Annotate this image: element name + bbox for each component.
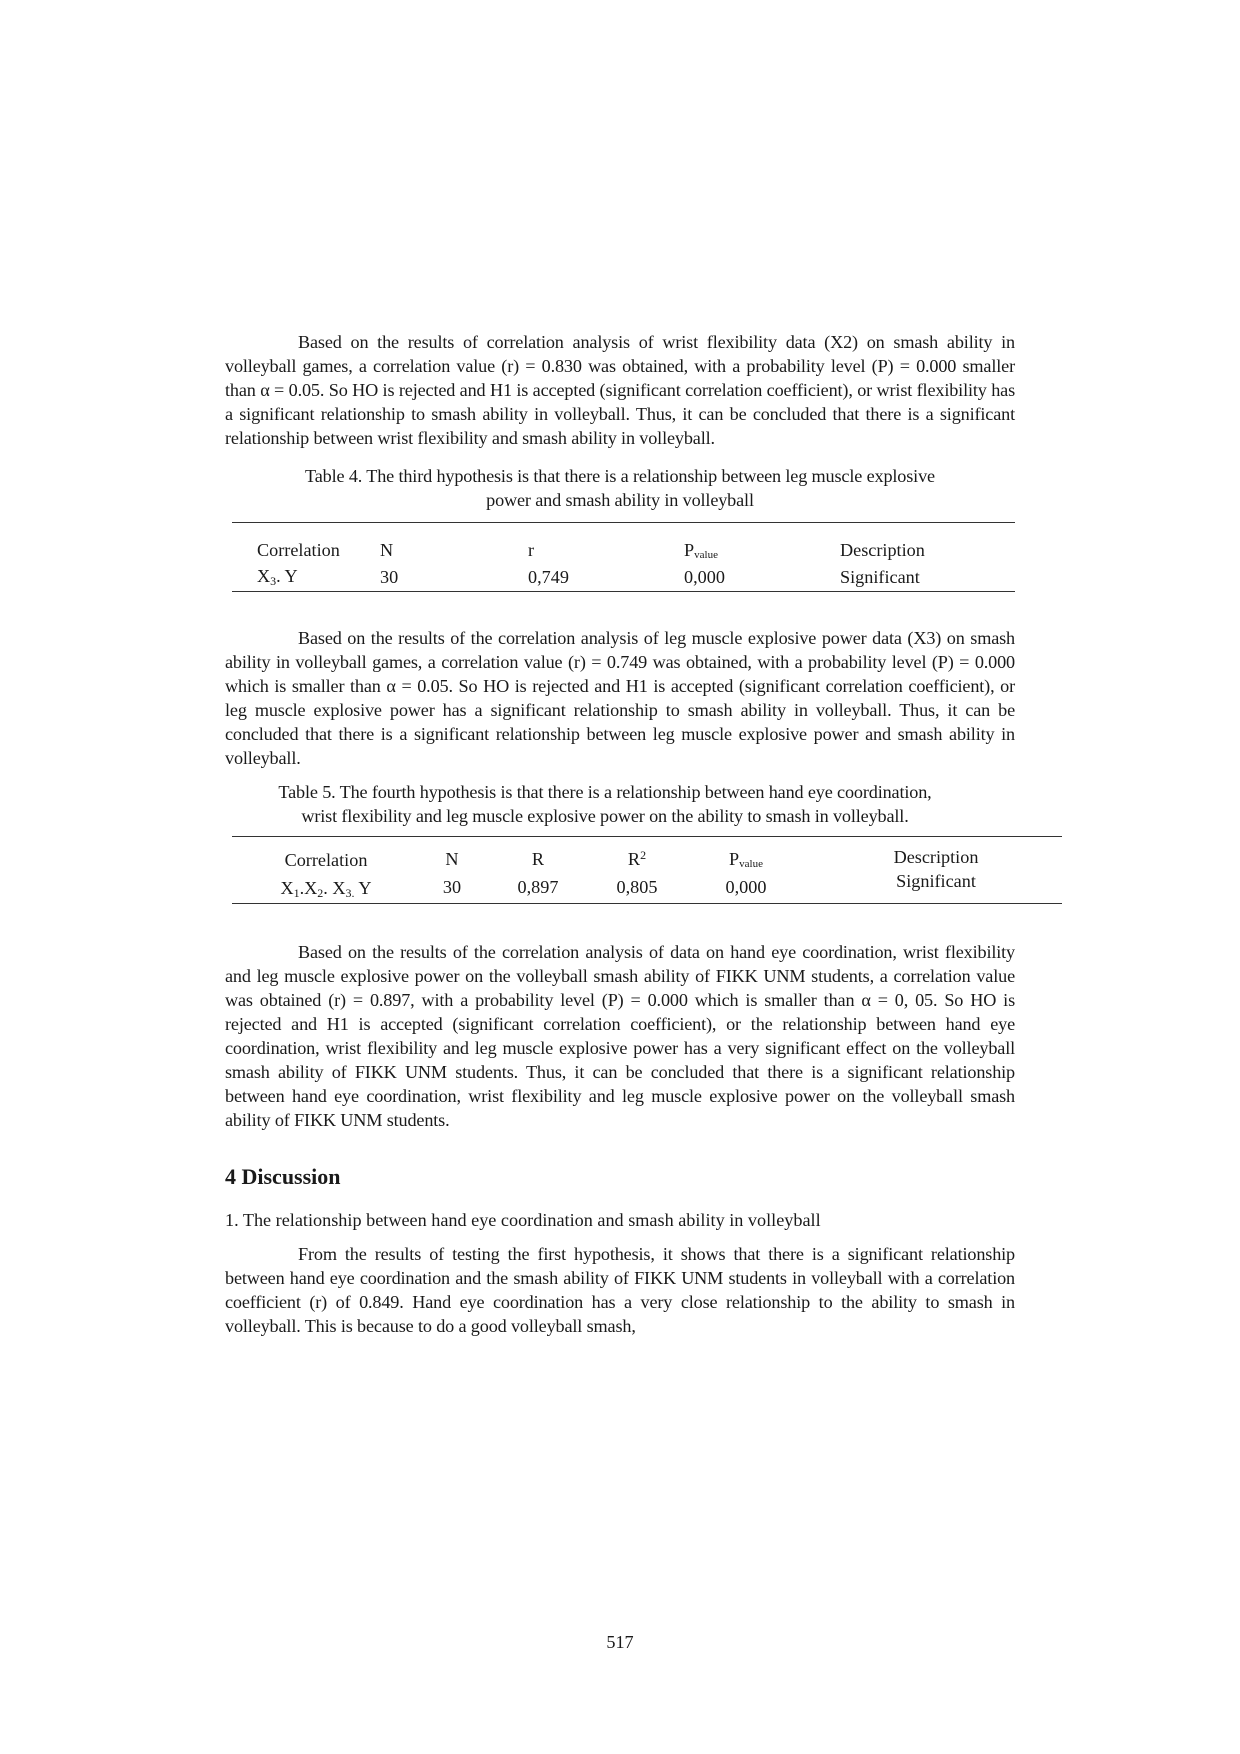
paragraph-leg-muscle: Based on the results of the correlation analysis of leg muscle explosive power data (X3) on smash ability in volleyball games, a correlation value (r) = 0.749 was obtained, with a probability level (P) = 0.000 which is smaller than α = 0.05. So HO is rejected and H1 is accepted (significant correlation coefficient), or leg muscle explosive power has a significant relationship to smash ability in volleyball. Thus, it can be concluded that there is a significant relationship between leg muscle explosive power and smash ability in volleyball. — [225, 628, 1015, 768]
table5-var-x1: X — [280, 878, 294, 898]
table4-header-p-main: P — [684, 539, 695, 560]
table4-header-n: N — [380, 539, 394, 560]
table4-var-x: X — [257, 565, 271, 586]
table5-caption-line2: wrist flexibility and leg muscle explosive power on the ability to smash in volleyball. — [301, 806, 909, 826]
table4-var-x-sub: 3 — [270, 573, 277, 588]
table4-cell-p: 0,000 — [684, 566, 725, 587]
table5-header-p-sub: value — [739, 857, 763, 870]
table5-cell-variables — [232, 871, 420, 904]
page-number: 517 — [606, 1632, 634, 1652]
paragraph-wrist-flexibility: Based on the results of correlation analysis of wrist flexibility data (X2) on smash ability in volleyball games, a correlation value (r) = 0.830 was obtained, with a probability level (P) = 0.000 smaller than α = 0.05. So HO is rejected and H1 is accepted (significant correlation coefficient), or wrist flexibility has a significant relationship to smash ability in volleyball. Thus, it can be concluded that there is a significant relationship between wrist flexibility and smash ability in volleyball. — [225, 332, 1015, 448]
table5-cell-description: Significant — [896, 871, 976, 891]
table-row — [232, 871, 1062, 904]
table5-var-tail: Y — [354, 878, 372, 898]
table4-header-p-sub: value — [694, 548, 718, 561]
table4-caption-line1: Table 4. The third hypothesis is that there is a relationship between leg muscle explosive — [305, 466, 935, 486]
table5-cell-r2: 0,805 — [616, 876, 658, 897]
table5-header-r2 — [592, 837, 682, 872]
table4-header-pvalue — [684, 523, 840, 564]
table4-caption-line2: power and smash ability in volleyball — [486, 490, 754, 510]
table5-cell-n: 30 — [442, 876, 462, 897]
table5-header-pvalue — [682, 837, 810, 872]
table4-header-description: Description — [840, 539, 925, 560]
table5-header-r2-main: R — [627, 849, 641, 869]
paragraph-discussion-first: From the results of testing the first hypothesis, it shows that there is a significant relationship between hand eye coordination and the smash ability of FIKK UNM students in volleyball with a correlation coefficient (r) of 0.849. Hand eye coordination has a very close relationship to the ability to smash in volleyball. This is because to do a good volleyball smash, — [225, 1244, 1015, 1336]
table-row — [232, 563, 1015, 592]
table5-var-sep2: . X — [323, 878, 346, 898]
table5-header-row — [232, 837, 1062, 872]
table4-cell-n: 30 — [380, 566, 399, 587]
table5-caption-line1: Table 5. The fourth hypothesis is that there is a relationship between hand eye coordination, — [278, 782, 932, 802]
table5-header-p-main: P — [729, 848, 740, 869]
discussion-subheading: 1. The relationship between hand eye coordination and smash ability in volleyball — [225, 1210, 821, 1230]
table5-header-correlation: Correlation — [284, 850, 368, 870]
table5-header-description: Description — [893, 847, 979, 867]
table4-cell-description: Significant — [840, 566, 920, 587]
table5-cell-p: 0,000 — [725, 876, 767, 897]
table4-cell-r: 0,749 — [528, 566, 569, 587]
section-heading-discussion: 4 Discussion — [225, 1164, 341, 1189]
table5-header-n: N — [445, 848, 459, 869]
table4-var-rest: . Y — [276, 565, 298, 586]
table4-header-row — [232, 523, 1015, 564]
table5-header-r: R — [531, 848, 545, 869]
table4 — [232, 522, 1015, 592]
table5-var-x2-sub: 2 — [317, 886, 324, 900]
table5-var-x1-sub: 1 — [293, 886, 300, 900]
table5-var-x3-sub: 3. — [345, 886, 355, 900]
table4-header-correlation: Correlation — [257, 539, 340, 560]
page-content — [225, 330, 1015, 1338]
table5-header-r2-sup: 2 — [640, 848, 647, 862]
table4-cell-variables — [232, 563, 380, 592]
table5-cell-r: 0,897 — [517, 876, 559, 897]
table4-header-r: r — [528, 539, 535, 560]
table5 — [232, 836, 1062, 904]
paragraph-combined: Based on the results of the correlation analysis of data on hand eye coordination, wrist flexibility and leg muscle explosive power on the volleyball smash ability of FIKK UNM students, a correlation value was obtained (r) = 0.897, with a probability level (P) = 0.000 which is smaller than α = 0, 05. So HO is rejected and H1 is accepted (significant correlation coefficient), or the relationship between hand eye coordination, wrist flexibility and leg muscle explosive power has a very significant effect on the volleyball smash ability of FIKK UNM students. Thus, it can be concluded that there is a significant relationship between hand eye coordination, wrist flexibility and leg muscle explosive power on the volleyball smash ability of FIKK UNM students. — [225, 942, 1015, 1130]
table5-var-sep1: .X — [299, 878, 318, 898]
